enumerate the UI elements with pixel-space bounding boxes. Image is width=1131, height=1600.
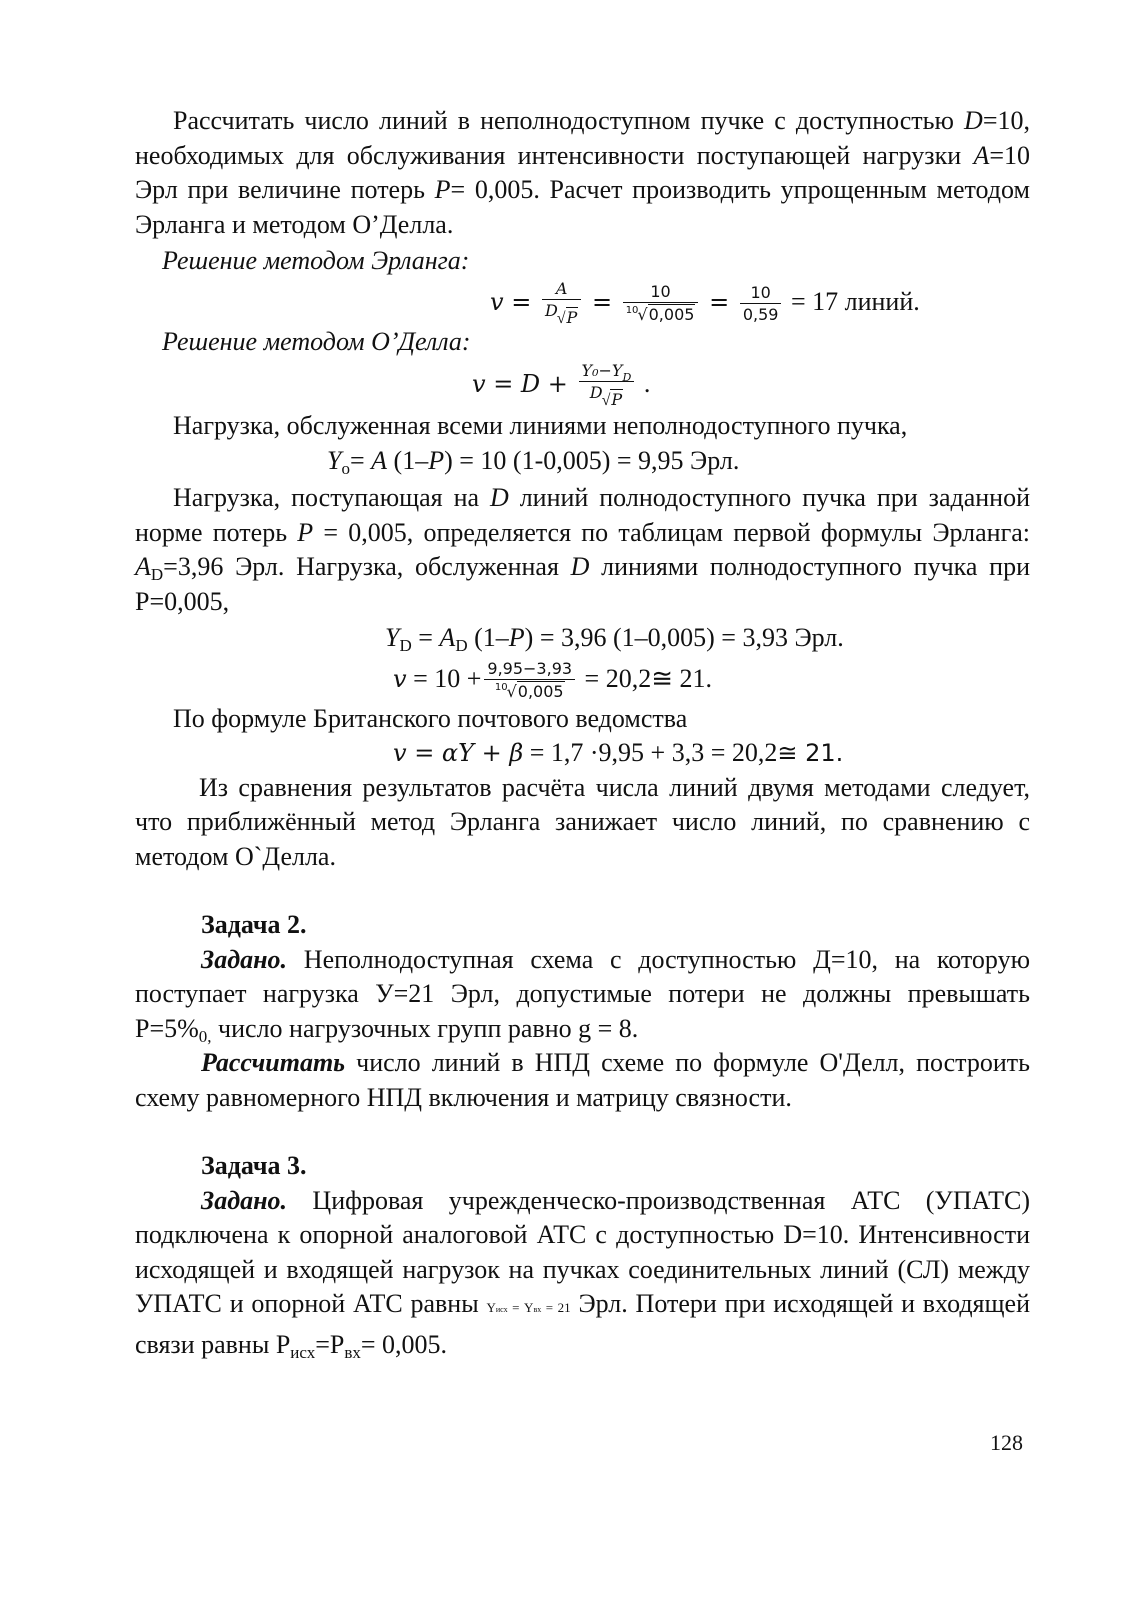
odell-heading: Решение методом О’Делла: bbox=[162, 326, 471, 356]
intro-text-4: = 0,005. Расчет производить упрощенным методом Эрланга и методом О’Делла. bbox=[135, 175, 1030, 239]
var-v: v bbox=[490, 287, 504, 316]
page-number: 128 bbox=[990, 1430, 1023, 1455]
load-full-paragraph: Нагрузка, поступающая на D линий полнодоступного пучка при заданной норме потерь P = 0,005, определяется по таблицам первой формулы Эрланга: $A_D=3,96$ Эрл. Нагрузка, обслуженная D линиями полнодоступного пучка при P=0,005, bbox=[135, 483, 1030, 616]
var-d: D bbox=[964, 106, 983, 135]
task2-given: Задано. Неполнодоступная схема с доступностью Д=10, на которую поступает нагрузка У=21 Эрл, допустимые потери не должны превышать $Р=5\%_{0,}$ число нагрузочных групп равно g = 8. bbox=[135, 944, 1030, 1046]
yd-formula: $Y_D = A_D$ (1–P) = 3,96 (1–0,005) = 3,93 Эрл. bbox=[385, 623, 844, 655]
intro-text-2: =10, необходимых для обслуживания интенсивности поступающей нагрузки bbox=[135, 106, 1030, 170]
fraction-10-over-root: $\frac{10}{^{10}√0,005}$ bbox=[623, 284, 699, 323]
erlang-result: = 17 линий. bbox=[784, 286, 920, 316]
v2-fraction: $\frac{9,95-3,93}{^{10}√0,005}$ bbox=[484, 661, 575, 700]
erlang-heading: Решение методом Эрланга: bbox=[162, 246, 470, 275]
task2-title: Задача 2. bbox=[201, 910, 307, 939]
v2-formula: v = 10 + $\frac{9,95-3,93}{^{10}√0,005}$ = 20,2≅ 21. bbox=[393, 659, 712, 702]
document-page bbox=[135, 104, 1030, 1362]
british-text: По формуле Британского почтового ведомства bbox=[173, 703, 688, 733]
task3-given: Задано. Цифровая учрежденческо-производственная АТС (УПАТС) подключена к опорной аналоговой АТС с доступностью D=10. Интенсивности исходящей и входящей нагрузок на пучках соединительных линий (СЛ) между УПАТС и опорной АТС равны Yисх = Yвх = 21 Эрл. Потери при исходящей и входящей связи равны $P_{исх}=P_{вх}= 0,005$. bbox=[135, 1185, 1030, 1362]
odell-fraction: $\frac{Y_0-Y_D}{D√P}$ bbox=[579, 363, 635, 409]
odell-formula: v = D + $\frac{Y_0-Y_D}{D√P}$ . bbox=[472, 361, 651, 410]
intro-text-1: Рассчитать число линий в неполнодоступном пучке с доступностью bbox=[173, 106, 965, 135]
load-all-text: Нагрузка, обслуженная всеми линиями неполнодоступного пучка, bbox=[173, 411, 908, 440]
conclusion: Из сравнения результатов расчёта числа линий двумя методами следует, что приближённый метод Эрланга занижает число линий, по сравнению с методом О`Делла. bbox=[135, 772, 1030, 871]
task3-title: Задача 3. bbox=[201, 1151, 307, 1180]
var-a: A bbox=[973, 140, 990, 170]
fraction-a-over-root: $\frac{A}{D√P}$ bbox=[542, 281, 581, 327]
erlang-formula: v = $\frac{A}{D√P}$ = $\frac{10}{^{10}√0,005}$ = $\frac{10}{0,59}$ = 17 линий. bbox=[490, 278, 920, 327]
intro-text-3: =10 Эрл при величине потерь bbox=[135, 140, 1030, 204]
task2-calc: Рассчитать число линий в НПД схеме по формуле О'Делл, построить схему равномерного НПД включения и матрицу связности. bbox=[135, 1048, 1030, 1112]
fraction-10-over-059: $\frac{10}{0,59}$ bbox=[740, 285, 782, 323]
british-formula: v = αY + β = 1,7 ·9,95 + 3,3 = 20,2≅ 21. bbox=[393, 738, 844, 767]
problem-statement bbox=[135, 104, 1030, 242]
load-all-formula: $Y_o= A$ (1–P) = 10 (1-0,005) = 9,95 Эрл. bbox=[327, 445, 740, 478]
var-p: P bbox=[434, 175, 451, 204]
